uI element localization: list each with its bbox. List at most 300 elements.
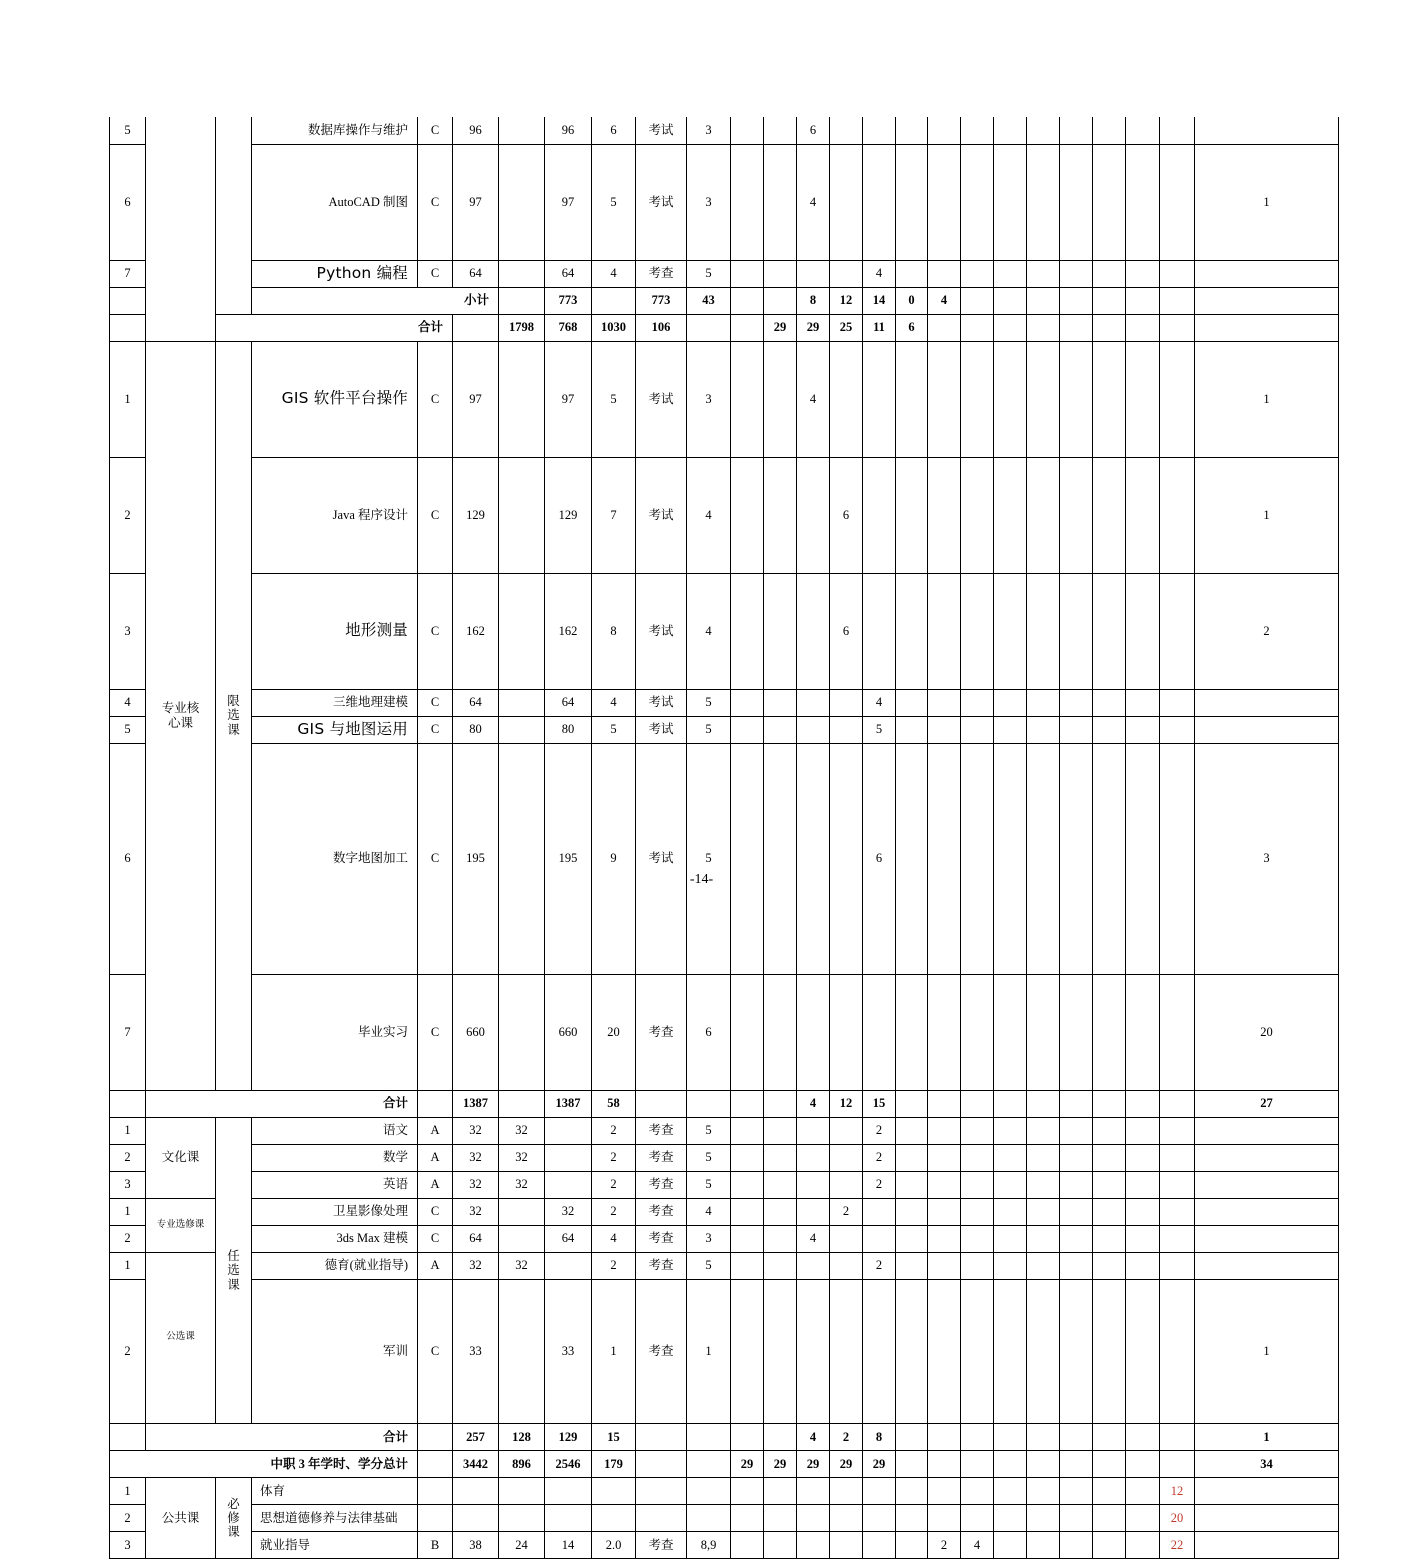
- semester-hours: 6: [863, 743, 896, 974]
- semester-hours: 11: [863, 314, 896, 341]
- practice-weeks: 1: [1195, 144, 1339, 260]
- semester-hours: [896, 260, 928, 287]
- semester-hours: [1060, 1225, 1093, 1252]
- semester-hours: [731, 457, 764, 573]
- extra-credit: [1160, 1225, 1195, 1252]
- semester-hours: [1060, 1532, 1093, 1559]
- semester-hours: [764, 1279, 797, 1424]
- semester-hours: [1060, 1090, 1093, 1117]
- course-name: 英语: [252, 1171, 418, 1198]
- term: [687, 1451, 731, 1478]
- summary-row: [110, 1090, 1339, 1117]
- semester-hours: [1060, 689, 1093, 716]
- semester-hours: [731, 1252, 764, 1279]
- semester-hours: 29: [764, 314, 797, 341]
- course-name: Java 程序设计: [252, 457, 418, 573]
- semester-hours: [961, 457, 994, 573]
- theory-hours: [499, 1505, 545, 1532]
- theory-hours: [499, 260, 545, 287]
- practice-hours: 64: [545, 689, 592, 716]
- semester-hours: 2: [863, 1144, 896, 1171]
- semester-hours: [731, 1198, 764, 1225]
- term: 3: [687, 1225, 731, 1252]
- theory-hours: 24: [499, 1532, 545, 1559]
- practice-weeks: 3: [1195, 743, 1339, 974]
- semester-hours: 4: [863, 689, 896, 716]
- semester-hours: [1027, 144, 1060, 260]
- assessment: 考查: [636, 1252, 687, 1279]
- semester-hours: [764, 1117, 797, 1144]
- practice-weeks: [1195, 1532, 1339, 1559]
- semester-hours: [830, 1144, 863, 1171]
- practice-hours: 14: [545, 1532, 592, 1559]
- course-name: 思想道德修养与法律基础: [252, 1505, 418, 1532]
- semester-hours: [1027, 1451, 1060, 1478]
- practice-weeks: [1195, 1505, 1339, 1532]
- semester-hours: [1027, 974, 1060, 1090]
- extra-credit: [1160, 260, 1195, 287]
- semester-hours: [1027, 117, 1060, 144]
- semester-hours: [928, 1090, 961, 1117]
- semester-hours: [830, 1225, 863, 1252]
- term: 1: [687, 1279, 731, 1424]
- course-name: 地形测量: [252, 573, 418, 689]
- total-hours: 32: [453, 1171, 499, 1198]
- semester-hours: [928, 743, 961, 974]
- semester-hours: [731, 1225, 764, 1252]
- term: 3: [687, 341, 731, 457]
- practice-hours: [545, 1505, 592, 1532]
- theory-hours: [499, 457, 545, 573]
- credits: 9: [592, 743, 636, 974]
- term: [687, 1424, 731, 1451]
- semester-hours: [830, 1171, 863, 1198]
- credits: 2: [592, 1117, 636, 1144]
- course-type: [453, 314, 499, 341]
- total-hours: 96: [453, 117, 499, 144]
- extra-credit: [1160, 1424, 1195, 1451]
- index-cell: 2: [110, 1279, 146, 1424]
- semester-hours: [830, 260, 863, 287]
- semester-hours: [994, 1090, 1027, 1117]
- practice-weeks: 27: [1195, 1090, 1339, 1117]
- sub-blank: [216, 117, 252, 314]
- total-hours: 64: [453, 1225, 499, 1252]
- extra-credit: 20: [1160, 1505, 1195, 1532]
- practice-hours: [545, 1478, 592, 1505]
- semester-hours: [1060, 1478, 1093, 1505]
- semester-hours: [830, 144, 863, 260]
- practice-hours: 1030: [592, 314, 636, 341]
- semester-hours: [896, 1198, 928, 1225]
- semester-hours: [1195, 287, 1339, 314]
- semester-hours: [1027, 1171, 1060, 1198]
- semester-hours: [961, 716, 994, 743]
- practice-hours: 64: [545, 260, 592, 287]
- semester-hours: [896, 1532, 928, 1559]
- assessment: [636, 1505, 687, 1532]
- semester-hours: [1027, 573, 1060, 689]
- total-hours: 1387: [453, 1090, 499, 1117]
- index-cell: [110, 1090, 146, 1117]
- assessment: 考查: [636, 1198, 687, 1225]
- semester-hours: [896, 1478, 928, 1505]
- semester-hours: [1027, 1252, 1060, 1279]
- extra-credit: [1160, 1279, 1195, 1424]
- semester-hours: [863, 144, 896, 260]
- assessment: 考试: [636, 117, 687, 144]
- semester-hours: 12: [830, 1090, 863, 1117]
- semester-hours: [1027, 716, 1060, 743]
- semester-hours: 6: [797, 117, 830, 144]
- table-row: [110, 1505, 1339, 1532]
- practice-weeks: 34: [1195, 1451, 1339, 1478]
- total-hours: 1798: [499, 314, 545, 341]
- credits: 2: [592, 1171, 636, 1198]
- semester-hours: [764, 1252, 797, 1279]
- table-row: [110, 1171, 1339, 1198]
- index-cell: 2: [110, 1225, 146, 1252]
- semester-hours: [961, 1090, 994, 1117]
- assessment: 考查: [636, 1225, 687, 1252]
- table-row: [110, 1144, 1339, 1171]
- semester-hours: 4: [928, 287, 961, 314]
- semester-hours: [863, 573, 896, 689]
- semester-hours: [961, 1478, 994, 1505]
- semester-hours: [1093, 117, 1126, 144]
- practice-weeks: [1195, 1478, 1339, 1505]
- row-label: 合计: [146, 1424, 418, 1451]
- semester-hours: [764, 1505, 797, 1532]
- semester-hours: [797, 1505, 830, 1532]
- credits: 58: [592, 1090, 636, 1117]
- semester-hours: [928, 1505, 961, 1532]
- semester-hours: [731, 1532, 764, 1559]
- semester-hours: [928, 260, 961, 287]
- term: [687, 1090, 731, 1117]
- semester-hours: [1126, 716, 1160, 743]
- semester-hours: [797, 1279, 830, 1424]
- semester-hours: [961, 144, 994, 260]
- course-name: 数据库操作与维护: [252, 117, 418, 144]
- term: [687, 1478, 731, 1505]
- theory-hours: [499, 341, 545, 457]
- practice-hours: [545, 1252, 592, 1279]
- semester-hours: [994, 260, 1027, 287]
- semester-hours: [1126, 1117, 1160, 1144]
- group-optional: 任 选 课: [216, 1117, 252, 1424]
- credits: 7: [592, 457, 636, 573]
- semester-hours: [797, 689, 830, 716]
- semester-hours: [1093, 1252, 1126, 1279]
- row-label: 中职 3 年学时、学分总计: [110, 1451, 418, 1478]
- index-cell: 3: [110, 1532, 146, 1559]
- semester-hours: 4: [797, 1090, 830, 1117]
- index-cell: 3: [110, 573, 146, 689]
- total-hours: [453, 1478, 499, 1505]
- semester-hours: [830, 743, 863, 974]
- semester-hours: [994, 1198, 1027, 1225]
- course-type: A: [418, 1171, 453, 1198]
- semester-hours: [928, 689, 961, 716]
- semester-hours: [764, 689, 797, 716]
- semester-hours: 6: [830, 573, 863, 689]
- semester-hours: [994, 1279, 1027, 1424]
- semester-hours: 29: [797, 1451, 830, 1478]
- practice-weeks: 1: [1195, 457, 1339, 573]
- course-type: C: [418, 457, 453, 573]
- semester-hours: [961, 341, 994, 457]
- practice-hours: 1387: [545, 1090, 592, 1117]
- semester-hours: [764, 341, 797, 457]
- group-elective-major: 专业选修课: [146, 1198, 216, 1252]
- semester-hours: [961, 1117, 994, 1144]
- semester-hours: [928, 974, 961, 1090]
- semester-hours: [1126, 1225, 1160, 1252]
- semester-hours: [896, 117, 928, 144]
- semester-hours: [863, 1225, 896, 1252]
- semester-hours: [1060, 1117, 1093, 1144]
- semester-hours: [1126, 314, 1160, 341]
- practice-weeks: [1195, 1144, 1339, 1171]
- index-cell: 7: [110, 260, 146, 287]
- theory-hours: [499, 1279, 545, 1424]
- semester-hours: [896, 144, 928, 260]
- index-cell: 5: [110, 716, 146, 743]
- semester-hours: [830, 1505, 863, 1532]
- semester-hours: [928, 1171, 961, 1198]
- semester-hours: [1027, 689, 1060, 716]
- semester-hours: 29: [731, 1451, 764, 1478]
- course-type: C: [418, 974, 453, 1090]
- assessment: [636, 1451, 687, 1478]
- semester-hours: [764, 1198, 797, 1225]
- semester-hours: 4: [797, 1424, 830, 1451]
- semester-hours: [994, 1171, 1027, 1198]
- total-hours: 64: [453, 689, 499, 716]
- semester-hours: [994, 1144, 1027, 1171]
- credits: 43: [687, 287, 731, 314]
- extra-credit: 12: [1160, 1478, 1195, 1505]
- semester-hours: [928, 1279, 961, 1424]
- semester-hours: [1126, 287, 1160, 314]
- assessment: 考查: [636, 1144, 687, 1171]
- theory-hours: 768: [545, 314, 592, 341]
- semester-hours: [896, 974, 928, 1090]
- theory-hours: [499, 974, 545, 1090]
- practice-weeks: [1195, 260, 1339, 287]
- semester-hours: [1060, 1451, 1093, 1478]
- semester-hours: [1160, 287, 1195, 314]
- course-type: C: [418, 716, 453, 743]
- semester-hours: [896, 1451, 928, 1478]
- semester-hours: [764, 1532, 797, 1559]
- table-row: [110, 1478, 1339, 1505]
- semester-hours: [1027, 1478, 1060, 1505]
- semester-hours: [863, 1478, 896, 1505]
- semester-hours: [863, 1279, 896, 1424]
- semester-hours: [1060, 314, 1093, 341]
- course-type: [418, 1505, 453, 1532]
- theory-hours: [499, 1478, 545, 1505]
- credits: 106: [636, 314, 687, 341]
- semester-hours: [863, 457, 896, 573]
- total-hours: 33: [453, 1279, 499, 1424]
- index-cell: 5: [110, 117, 146, 144]
- term: 5: [687, 1171, 731, 1198]
- extra-credit: [1195, 314, 1339, 341]
- group-culture: 文化课: [146, 1117, 216, 1198]
- semester-hours: [731, 1478, 764, 1505]
- semester-hours: 29: [830, 1451, 863, 1478]
- course-name: 3ds Max 建模: [252, 1225, 418, 1252]
- semester-hours: [1093, 1117, 1126, 1144]
- semester-hours: [1093, 1090, 1126, 1117]
- course-type: C: [418, 573, 453, 689]
- semester-hours: [764, 1090, 797, 1117]
- theory-hours: [499, 1225, 545, 1252]
- semester-hours: [830, 1279, 863, 1424]
- semester-hours: [797, 1252, 830, 1279]
- assessment: 考试: [636, 573, 687, 689]
- semester-hours: [1060, 260, 1093, 287]
- table-row: [110, 689, 1339, 716]
- semester-hours: [1060, 1252, 1093, 1279]
- semester-hours: [1027, 743, 1060, 974]
- semester-hours: 4: [961, 1532, 994, 1559]
- course-name: 毕业实习: [252, 974, 418, 1090]
- semester-hours: [863, 1198, 896, 1225]
- course-type: A: [418, 1252, 453, 1279]
- extra-credit: [1160, 716, 1195, 743]
- practice-hours: 33: [545, 1279, 592, 1424]
- table-row: [110, 743, 1339, 974]
- semester-hours: [994, 1117, 1027, 1144]
- curriculum-table: [109, 117, 1339, 1559]
- term: 5: [687, 689, 731, 716]
- assessment: [731, 287, 764, 314]
- credits: 1: [592, 1279, 636, 1424]
- semester-hours: [1093, 1225, 1126, 1252]
- practice-hours: 97: [545, 144, 592, 260]
- semester-hours: [961, 1451, 994, 1478]
- semester-hours: [994, 1532, 1027, 1559]
- semester-hours: [961, 573, 994, 689]
- total-hours: 97: [453, 341, 499, 457]
- semester-hours: [1027, 1225, 1060, 1252]
- semester-hours: [994, 1451, 1027, 1478]
- practice-hours: 129: [545, 1424, 592, 1451]
- theory-hours: 32: [499, 1252, 545, 1279]
- semester-hours: [797, 457, 830, 573]
- semester-hours: [994, 457, 1027, 573]
- credits: 2.0: [592, 1532, 636, 1559]
- semester-hours: [994, 1225, 1027, 1252]
- semester-hours: 15: [863, 1090, 896, 1117]
- practice-hours: 96: [545, 117, 592, 144]
- theory-hours: [499, 573, 545, 689]
- group-core: 专业核 心课: [146, 341, 216, 1090]
- assessment: 考查: [636, 1532, 687, 1559]
- semester-hours: [994, 1424, 1027, 1451]
- semester-hours: [1060, 743, 1093, 974]
- semester-hours: [863, 1505, 896, 1532]
- semester-hours: [731, 1144, 764, 1171]
- credits: 6: [592, 117, 636, 144]
- semester-hours: [928, 341, 961, 457]
- index-cell: 1: [110, 1198, 146, 1225]
- group-restricted: 限 选 课: [216, 341, 252, 1090]
- semester-hours: [896, 341, 928, 457]
- semester-hours: [961, 1279, 994, 1424]
- semester-hours: [928, 716, 961, 743]
- practice-hours: 195: [545, 743, 592, 974]
- table-row: [110, 1225, 1339, 1252]
- semester-hours: [731, 974, 764, 1090]
- semester-hours: [1093, 573, 1126, 689]
- semester-hours: [1060, 341, 1093, 457]
- semester-hours: [1126, 1424, 1160, 1451]
- course-type: [418, 1424, 453, 1451]
- practice-weeks: [1195, 1171, 1339, 1198]
- total-hours: 38: [453, 1532, 499, 1559]
- semester-hours: [1027, 314, 1060, 341]
- semester-hours: [731, 1171, 764, 1198]
- course-name: 语文: [252, 1117, 418, 1144]
- index-cell: 1: [110, 1252, 146, 1279]
- extra-credit: [1160, 144, 1195, 260]
- semester-hours: [830, 1117, 863, 1144]
- semester-hours: 12: [830, 287, 863, 314]
- semester-hours: [961, 260, 994, 287]
- assessment: 考查: [636, 974, 687, 1090]
- assessment: [636, 1424, 687, 1451]
- semester-hours: [961, 1505, 994, 1532]
- row-label: 合计: [216, 314, 453, 341]
- semester-hours: 4: [797, 341, 830, 457]
- term: 5: [687, 1252, 731, 1279]
- semester-hours: [1027, 1090, 1060, 1117]
- credits: 2: [592, 1252, 636, 1279]
- course-type: C: [418, 1225, 453, 1252]
- semester-hours: [961, 1171, 994, 1198]
- assessment: 考查: [636, 1279, 687, 1424]
- semester-hours: [1093, 144, 1126, 260]
- practice-weeks: 1: [1195, 1424, 1339, 1451]
- assessment: 考查: [636, 1117, 687, 1144]
- assessment: 考试: [636, 341, 687, 457]
- semester-hours: [863, 341, 896, 457]
- semester-hours: [961, 689, 994, 716]
- practice-weeks: 20: [1195, 974, 1339, 1090]
- semester-hours: [896, 743, 928, 974]
- semester-hours: [896, 1090, 928, 1117]
- page-number: -14-: [689, 872, 714, 887]
- semester-hours: 4: [797, 144, 830, 260]
- semester-hours: 14: [863, 287, 896, 314]
- semester-hours: 2: [928, 1532, 961, 1559]
- semester-hours: [896, 1144, 928, 1171]
- total-hours: 64: [453, 260, 499, 287]
- assessment: 考试: [636, 743, 687, 974]
- group-blank: [146, 117, 216, 341]
- credits: 2: [592, 1144, 636, 1171]
- semester-hours: 2: [863, 1117, 896, 1144]
- practice-hours: 64: [545, 1225, 592, 1252]
- semester-hours: [1093, 314, 1126, 341]
- semester-hours: [797, 1117, 830, 1144]
- practice-hours: 773: [636, 287, 687, 314]
